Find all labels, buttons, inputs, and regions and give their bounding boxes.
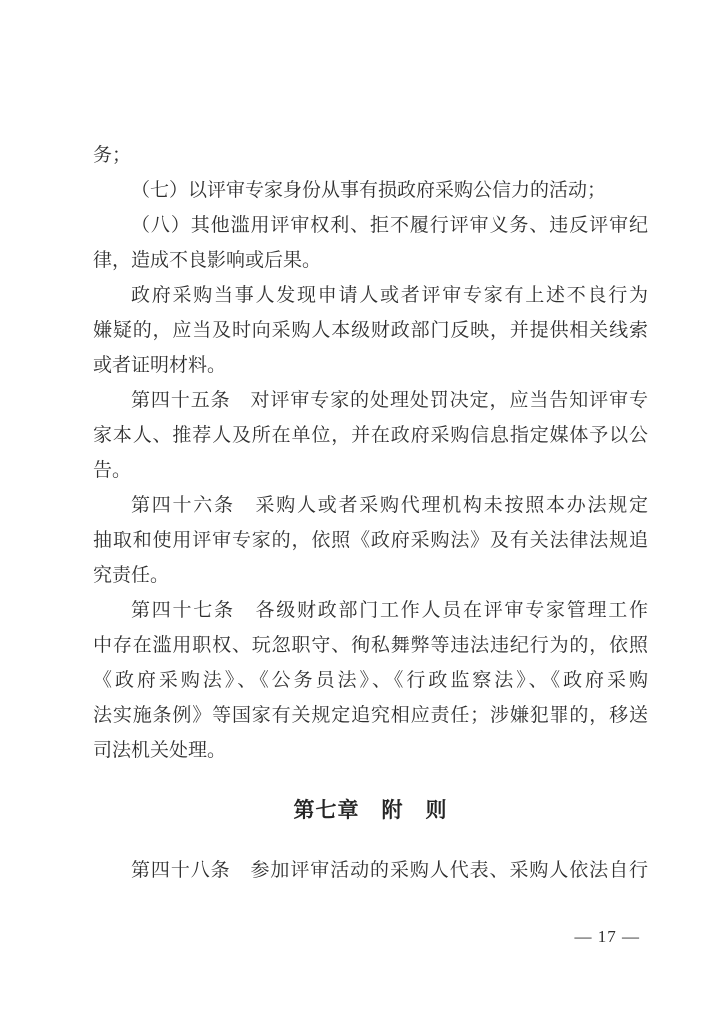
body-line: 嫌疑的，应当及时向采购人本级财政部门反映，并提供相关线索 <box>93 320 648 341</box>
body-line: 第四十八条 参加评审活动的采购人代表、采购人依法自行 <box>131 860 648 881</box>
page-footer <box>575 927 641 947</box>
chapter-heading: 第七章 附 则 <box>293 799 448 822</box>
body-line: 政府采购当事人发现申请人或者评审专家有上述不良行为 <box>131 285 648 306</box>
body-line: 务； <box>93 145 132 166</box>
body-line: 《政府采购法》、《公务员法》、《行政监察法》、《政府采购 <box>93 670 648 691</box>
body-line: 司法机关处理。 <box>93 740 227 761</box>
body-line: （七）以评审专家身份从事有损政府采购公信力的活动； <box>131 180 607 201</box>
body-line: 第四十七条 各级财政部门工作人员在评审专家管理工作 <box>131 600 648 621</box>
body-line: 法实施条例》等国家有关规定追究相应责任；涉嫌犯罪的，移送 <box>93 705 648 726</box>
page-number: — 17 — <box>574 927 640 946</box>
body-line: 究责任。 <box>93 565 170 586</box>
document-content <box>93 138 648 888</box>
body-line: 中存在滥用职权、玩忽职守、徇私舞弊等违法违纪行为的，依照 <box>93 635 648 656</box>
body-line: （八）其他滥用评审权利、拒不履行评审义务、违反评审纪 <box>131 215 648 236</box>
body-line: 第四十六条 采购人或者采购代理机构未按照本办法规定 <box>131 495 648 516</box>
body-line: 家本人、推荐人及所在单位，并在政府采购信息指定媒体予以公 <box>93 425 648 446</box>
body-line: 抽取和使用评审专家的，依照《政府采购法》及有关法律法规追 <box>93 530 648 551</box>
body-line: 律，造成不良影响或后果。 <box>93 250 322 271</box>
body-line: 或者证明材料。 <box>93 355 227 376</box>
body-line: 第四十五条 对评审专家的处理处罚决定，应当告知评审专 <box>131 390 648 411</box>
body-line: 告。 <box>93 460 132 481</box>
